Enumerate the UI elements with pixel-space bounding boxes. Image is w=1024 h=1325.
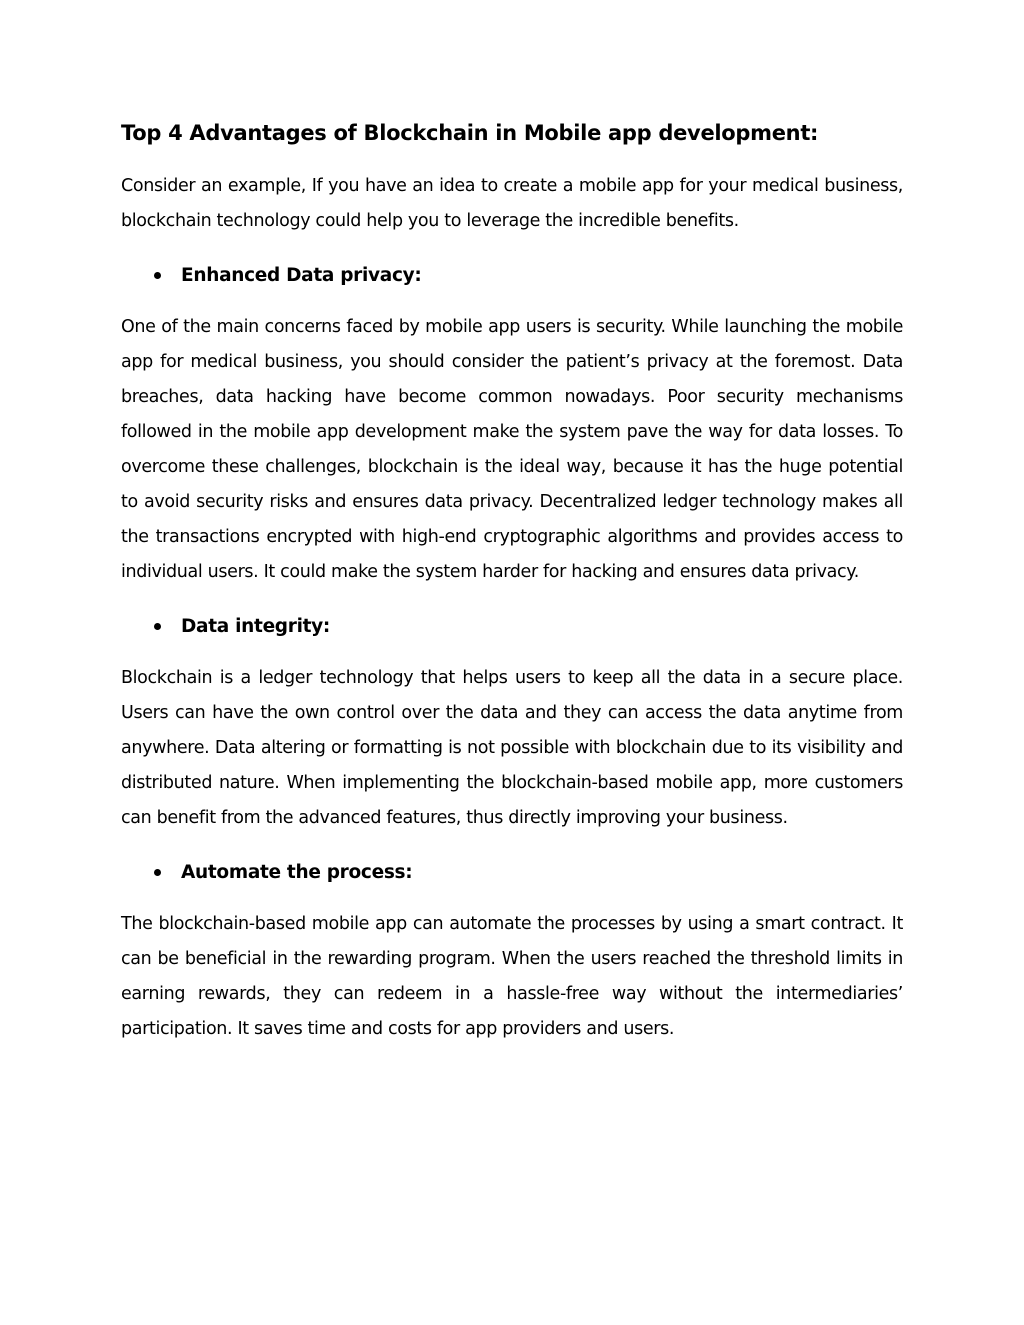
bullet-icon: [154, 623, 161, 630]
section-heading-label: Data integrity:: [181, 616, 331, 637]
document-content: [121, 113, 903, 1047]
bullet-icon: [154, 869, 161, 876]
section-heading-data-privacy: [121, 258, 903, 293]
bullet-icon: [154, 272, 161, 279]
section-heading-label: Automate the process:: [181, 862, 413, 883]
section-heading-label: Enhanced Data privacy:: [181, 265, 422, 286]
document-title: Top 4 Advantages of Blockchain in Mobile app development:: [121, 121, 819, 145]
section-heading-automate-process: [121, 855, 903, 890]
section-heading-data-integrity: [121, 609, 903, 644]
section-paragraph-automate-process: The blockchain-based mobile app can automate the processes by using a smart contract. It can be beneficial in the rewarding program. When the users reached the threshold limits in earning rewards, they can redeem in a hassle-free way without the intermediaries’ participation. It saves time and costs for app providers and users.: [121, 914, 903, 1039]
intro-paragraph: Consider an example, If you have an idea to create a mobile app for your medical business, blockchain technology could help you to leverage the incredible benefits.: [121, 176, 903, 231]
section-paragraph-data-integrity: Blockchain is a ledger technology that helps users to keep all the data in a secure place. Users can have the own control over the data and they can access the data anytime from anywhere. Data altering or formatting is not possible with blockchain due to its visibility and distributed nature. When implementing the blockchain-based mobile app, more customers can benefit from the advanced features, thus directly improving your business.: [121, 668, 903, 828]
section-paragraph-data-privacy: One of the main concerns faced by mobile app users is security. While launching the mobile app for medical business, you should consider the patient’s privacy at the foremost. Data breaches, data hacking have become common nowadays. Poor security mechanisms followed in the mobile app development make the system pave the way for data losses. To overcome these challenges, blockchain is the ideal way, because it has the huge potential to avoid security risks and ensures data privacy. Decentralized ledger technology makes all the transactions encrypted with high-end cryptographic algorithms and provides access to individual users. It could make the system harder for hacking and ensures data privacy.: [121, 317, 903, 582]
